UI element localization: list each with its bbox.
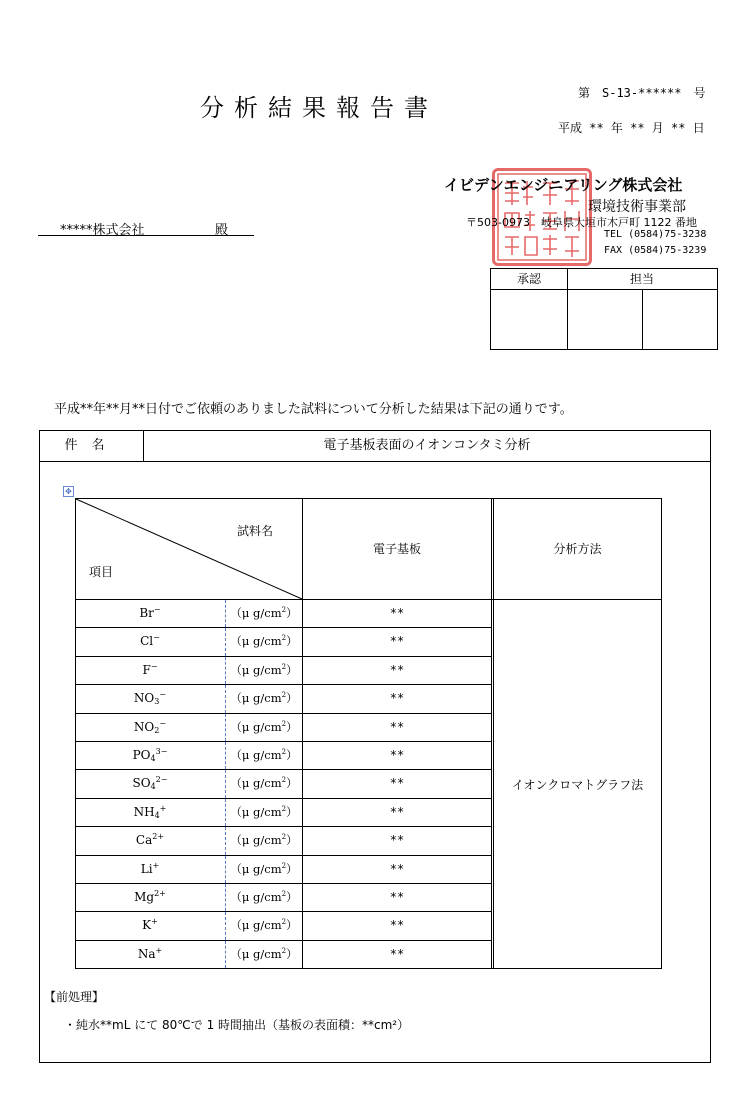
- intro-text: 平成**年**月**日付でご依頼のありました試料について分析した結果は下記の通りです。: [54, 402, 573, 417]
- row-divider: [75, 883, 491, 884]
- unit-exponent: 2: [281, 946, 287, 955]
- ion-label: [75, 747, 225, 763]
- unit-close: ）: [286, 833, 298, 848]
- unit-close: ）: [286, 691, 298, 706]
- approve-label: 承認: [491, 269, 567, 290]
- ion-symbol: F: [142, 662, 151, 677]
- ion-label: [75, 605, 225, 620]
- row-divider: [75, 798, 491, 799]
- subject-value: 電子基板表面のイオンコンタミ分析: [323, 438, 531, 453]
- ion-subscript: 2: [154, 725, 160, 735]
- ion-label: [75, 832, 225, 847]
- row-divider: [75, 713, 491, 714]
- ion-label: [75, 946, 225, 961]
- unit-label: [226, 889, 302, 905]
- ion-symbol: Cl: [140, 634, 154, 649]
- charge-stamp-cell-1[interactable]: [568, 290, 642, 349]
- result-value: **: [389, 946, 405, 961]
- unit-exponent: 2: [281, 748, 287, 756]
- ion-symbol: NH: [133, 804, 155, 819]
- ion-charge: 2−: [155, 775, 168, 785]
- unit-exponent: 2: [281, 691, 287, 700]
- result-value: **: [389, 804, 405, 819]
- ion-label: [75, 633, 225, 648]
- unit-label: [226, 917, 302, 933]
- result-value: **: [389, 719, 405, 734]
- ion-symbol: Mg: [134, 890, 155, 904]
- unit-label: [226, 662, 302, 678]
- unit-label: [226, 605, 302, 621]
- document-number: 第 S-13-****** 号: [578, 86, 706, 100]
- ion-symbol: K: [142, 918, 152, 933]
- unit-exponent: 2: [281, 833, 287, 842]
- document-date: 平成 ** 年 ** 月 ** 日: [558, 121, 705, 135]
- table-border: [491, 498, 492, 969]
- ion-symbol: NO: [133, 719, 155, 734]
- ion-symbol: Na: [137, 946, 156, 961]
- unit-label: [226, 946, 302, 962]
- unit-close: ）: [286, 776, 298, 791]
- unit-label: [226, 775, 302, 791]
- unit-label: [226, 832, 302, 848]
- move-handle-icon[interactable]: ✥: [63, 486, 74, 497]
- ion-charge: 3−: [155, 747, 168, 756]
- charge-label: 担当: [567, 269, 717, 290]
- unit-text: （μ g/cm: [230, 776, 282, 791]
- row-divider: [75, 741, 491, 742]
- ion-symbol: Li: [140, 861, 153, 876]
- unit-text: （μ g/cm: [230, 918, 282, 933]
- table-border: [661, 498, 662, 969]
- unit-text: （μ g/cm: [230, 691, 282, 706]
- charge-stamp-cell-2[interactable]: [643, 290, 717, 349]
- unit-close: ）: [286, 918, 298, 933]
- row-divider: [75, 911, 491, 912]
- ion-charge: +: [152, 860, 160, 870]
- unit-text: （μ g/cm: [230, 662, 282, 677]
- unit-label: [226, 861, 302, 877]
- ion-label: [75, 917, 225, 932]
- ion-charge: +: [151, 917, 158, 927]
- unit-text: （μ g/cm: [230, 634, 282, 649]
- row-divider: [75, 684, 491, 685]
- approval-box: [490, 268, 718, 350]
- ion-charge: −: [159, 690, 167, 700]
- subject-label: 件名: [40, 431, 144, 461]
- result-value: **: [389, 691, 405, 706]
- unit-text: （μ g/cm: [230, 719, 282, 734]
- ion-label: [75, 804, 225, 820]
- recipient-line: [38, 220, 254, 236]
- result-value: **: [389, 776, 405, 791]
- unit-label: [226, 719, 302, 735]
- row-divider: [75, 769, 491, 770]
- ion-charge: −: [153, 605, 161, 614]
- issuer-fax: FAX (0584)75-3239: [604, 245, 707, 256]
- header-col-sample: 電子基板: [372, 542, 421, 556]
- header-col-method: 分析方法: [553, 542, 602, 556]
- ion-label: [75, 690, 225, 706]
- ion-symbol: SO: [132, 776, 151, 791]
- pretreatment-label: 【前処理】: [44, 990, 105, 1004]
- recipient-honorific: 殿: [215, 223, 229, 238]
- unit-text: （μ g/cm: [230, 606, 282, 620]
- ion-symbol: PO: [132, 748, 151, 762]
- method-value: イオンクロマトグラフ法: [511, 778, 644, 792]
- ion-charge: +: [155, 945, 163, 955]
- result-value: **: [389, 748, 405, 762]
- unit-text: （μ g/cm: [230, 748, 282, 762]
- ion-label: [75, 861, 225, 876]
- ion-symbol: Ca: [135, 833, 153, 848]
- row-divider: [75, 656, 491, 657]
- ion-charge: −: [159, 718, 167, 728]
- result-value: **: [389, 890, 405, 904]
- unit-label: [226, 747, 302, 763]
- ion-label: [75, 719, 225, 735]
- ion-label: [75, 775, 225, 791]
- result-value: **: [389, 861, 405, 876]
- unit-label: [226, 690, 302, 706]
- unit-exponent: 2: [281, 890, 287, 898]
- result-value: **: [389, 833, 405, 848]
- subject-row: [40, 431, 710, 462]
- unit-close: ）: [286, 662, 298, 677]
- ion-subscript: 4: [150, 754, 156, 763]
- unit-exponent: 2: [281, 776, 287, 785]
- unit-label: [226, 633, 302, 649]
- ion-symbol: NO: [133, 691, 155, 706]
- result-value: **: [389, 918, 405, 933]
- pretreatment-body: ・純水**mL にて 80℃で 1 時間抽出（基板の表面積：**cm²）: [64, 1018, 410, 1032]
- recipient-name: *****株式会社: [60, 223, 145, 238]
- row-divider: [75, 855, 491, 856]
- result-value: **: [389, 662, 405, 677]
- header-diagonal: [75, 498, 303, 600]
- table-border: [75, 968, 662, 969]
- unit-close: ）: [286, 804, 298, 819]
- approve-stamp-cell[interactable]: [491, 290, 567, 349]
- ion-symbol: Br: [139, 606, 154, 620]
- unit-label: [226, 804, 302, 820]
- unit-close: ）: [286, 890, 298, 904]
- header-sample: 試料名: [237, 524, 274, 538]
- results-table: [75, 498, 662, 969]
- issuer-department: 環境技術事業部: [588, 199, 686, 215]
- unit-close: ）: [286, 634, 298, 649]
- row-divider: [75, 940, 491, 941]
- unit-text: （μ g/cm: [230, 833, 282, 848]
- row-divider: [75, 826, 491, 827]
- unit-text: （μ g/cm: [230, 946, 282, 961]
- unit-close: ）: [286, 606, 298, 620]
- ion-subscript: 3: [154, 697, 160, 707]
- unit-exponent: 2: [281, 861, 287, 870]
- unit-exponent: 2: [281, 804, 287, 813]
- ion-charge: −: [153, 633, 160, 643]
- row-divider: [75, 627, 491, 628]
- unit-text: （μ g/cm: [230, 890, 282, 904]
- unit-close: ）: [286, 748, 298, 762]
- ion-subscript: 4: [150, 782, 156, 792]
- unit-close: ）: [286, 946, 298, 961]
- ion-subscript: 4: [154, 810, 160, 820]
- header-item: 項目: [89, 565, 114, 579]
- unit-close: ）: [286, 861, 298, 876]
- unit-exponent: 2: [281, 606, 287, 614]
- unit-exponent: 2: [281, 719, 287, 728]
- issuer-tel: TEL (0584)75-3238: [604, 229, 707, 240]
- ion-charge: 2+: [152, 832, 165, 842]
- unit-exponent: 2: [281, 634, 287, 643]
- page-title: 分析結果報告書: [200, 94, 438, 122]
- unit-close: ）: [286, 719, 298, 734]
- ion-label: [75, 889, 225, 904]
- ion-label: [75, 662, 225, 677]
- result-value: **: [389, 634, 405, 649]
- unit-exponent: 2: [281, 918, 287, 927]
- unit-text: （μ g/cm: [230, 861, 282, 876]
- ion-charge: −: [150, 661, 158, 671]
- table-border: [493, 498, 494, 969]
- ion-charge: 2+: [154, 889, 166, 898]
- issuer-address: 〒503-0973 岐阜県大垣市木戸町 1122 番地: [466, 216, 697, 229]
- unit-text: （μ g/cm: [230, 804, 282, 819]
- result-value: **: [389, 606, 405, 620]
- issuer-company: イビデンエンジニアリング株式会社: [444, 176, 683, 194]
- ion-charge: +: [159, 803, 167, 813]
- unit-exponent: 2: [281, 662, 287, 671]
